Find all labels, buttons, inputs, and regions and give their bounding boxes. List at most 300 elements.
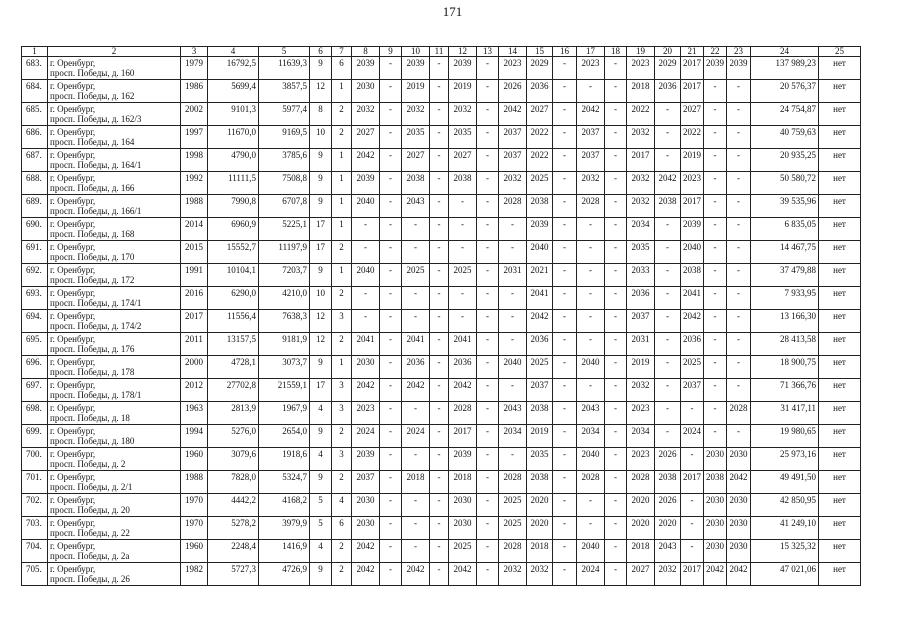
table-cell: - bbox=[380, 494, 402, 517]
table-cell: - bbox=[477, 517, 499, 540]
table-cell: 2027 bbox=[627, 563, 655, 586]
table-cell: 2 bbox=[332, 540, 352, 563]
address-line: просп. Победы, д. 22 bbox=[50, 528, 130, 538]
table-cell: 2026 bbox=[655, 448, 681, 471]
row-number-cell: 699. bbox=[22, 425, 48, 448]
table-cell: 2038 bbox=[681, 264, 704, 287]
row-number-cell: 688. bbox=[22, 172, 48, 195]
table-cell: - bbox=[655, 287, 681, 310]
table-cell: 1 bbox=[332, 218, 352, 241]
table-cell: - bbox=[553, 517, 577, 540]
table-cell: - bbox=[477, 494, 499, 517]
table-cell: 2037 bbox=[352, 471, 380, 494]
table-cell: 2037 bbox=[577, 149, 605, 172]
table-cell: - bbox=[655, 402, 681, 425]
address-line: просп. Победы, д. 162 bbox=[50, 91, 135, 101]
table-cell: 2025 bbox=[499, 517, 527, 540]
table-cell: 2037 bbox=[577, 126, 605, 149]
table-cell: - bbox=[499, 218, 527, 241]
numeric-cell: 7828,0 bbox=[208, 471, 259, 494]
table-cell: 2 bbox=[332, 471, 352, 494]
table-cell: - bbox=[553, 149, 577, 172]
table-cell: - bbox=[380, 103, 402, 126]
table-cell: 2038 bbox=[704, 471, 727, 494]
table-cell: 1970 bbox=[181, 494, 208, 517]
table-cell: - bbox=[553, 287, 577, 310]
table-cell: 3 bbox=[332, 310, 352, 333]
numeric-cell: 71 366,76 bbox=[751, 379, 819, 402]
table-cell: - bbox=[655, 379, 681, 402]
table-row bbox=[22, 425, 861, 448]
table-cell: - bbox=[477, 333, 499, 356]
table-cell: 2028 bbox=[627, 471, 655, 494]
table-cell: 2039 bbox=[727, 57, 751, 80]
table-cell: - bbox=[655, 264, 681, 287]
numeric-cell: 5276,0 bbox=[208, 425, 259, 448]
table-cell: 2040 bbox=[681, 241, 704, 264]
table-cell: 10 bbox=[310, 287, 332, 310]
column-header: 4 bbox=[208, 47, 259, 57]
table-row bbox=[22, 80, 861, 103]
table-cell: 1982 bbox=[181, 563, 208, 586]
table-cell: - bbox=[577, 333, 605, 356]
table-cell: 2028 bbox=[727, 402, 751, 425]
table-cell: 2030 bbox=[352, 494, 380, 517]
table-cell: - bbox=[477, 356, 499, 379]
address-cell bbox=[48, 333, 181, 356]
numeric-cell: 7203,7 bbox=[259, 264, 310, 287]
table-cell: 8 bbox=[310, 103, 332, 126]
table-row bbox=[22, 241, 861, 264]
table-cell: - bbox=[477, 540, 499, 563]
table-cell: 1 bbox=[332, 264, 352, 287]
table-cell: 10 bbox=[310, 126, 332, 149]
table-cell: - bbox=[430, 264, 449, 287]
numeric-cell: 4790,0 bbox=[208, 149, 259, 172]
table-cell: - bbox=[577, 517, 605, 540]
table-cell: - bbox=[477, 241, 499, 264]
table-cell: 2035 bbox=[402, 126, 430, 149]
table-cell: 2028 bbox=[577, 471, 605, 494]
table-cell: 2 bbox=[332, 103, 352, 126]
table-cell: 2018 bbox=[627, 540, 655, 563]
table-cell: 2023 bbox=[627, 448, 655, 471]
table-cell: 2040 bbox=[577, 356, 605, 379]
table-cell: 1960 bbox=[181, 540, 208, 563]
table-row bbox=[22, 264, 861, 287]
table-cell: 6 bbox=[332, 517, 352, 540]
table-cell: - bbox=[605, 517, 627, 540]
table-cell: - bbox=[553, 264, 577, 287]
table-cell: 2042 bbox=[577, 103, 605, 126]
numeric-cell: 49 491,50 bbox=[751, 471, 819, 494]
address-cell bbox=[48, 540, 181, 563]
table-cell: 2030 bbox=[704, 494, 727, 517]
table-cell: - bbox=[380, 448, 402, 471]
table-cell: 2028 bbox=[499, 540, 527, 563]
table-cell: 2032 bbox=[527, 563, 553, 586]
table-cell: 2022 bbox=[527, 149, 553, 172]
table-cell: - bbox=[605, 264, 627, 287]
table-cell: 2027 bbox=[449, 149, 477, 172]
table-cell: 2032 bbox=[577, 172, 605, 195]
numeric-cell: 7 933,95 bbox=[751, 287, 819, 310]
table-cell: 2017 bbox=[681, 563, 704, 586]
table-cell: - bbox=[681, 448, 704, 471]
numeric-cell: 4442,2 bbox=[208, 494, 259, 517]
table-cell: 2031 bbox=[499, 264, 527, 287]
numeric-cell: 11556,4 bbox=[208, 310, 259, 333]
table-cell: 2030 bbox=[727, 448, 751, 471]
numeric-cell: 5225,1 bbox=[259, 218, 310, 241]
table-cell: - bbox=[449, 310, 477, 333]
table-cell: - bbox=[477, 425, 499, 448]
table-cell: 2019 bbox=[527, 425, 553, 448]
table-cell: 2017 bbox=[681, 195, 704, 218]
table-cell: 2022 bbox=[527, 126, 553, 149]
numeric-cell: 4210,0 bbox=[259, 287, 310, 310]
table-cell: - bbox=[704, 80, 727, 103]
table-row bbox=[22, 218, 861, 241]
page-number: 171 bbox=[442, 4, 463, 19]
table-cell: 2030 bbox=[727, 494, 751, 517]
address-cell bbox=[48, 563, 181, 586]
table-cell: - bbox=[380, 241, 402, 264]
table-row bbox=[22, 402, 861, 425]
table-cell: 9 bbox=[310, 195, 332, 218]
table-cell: - bbox=[380, 172, 402, 195]
table-cell: 4 bbox=[310, 448, 332, 471]
table-cell: - bbox=[655, 310, 681, 333]
table-cell: - bbox=[704, 149, 727, 172]
table-cell: 2023 bbox=[352, 402, 380, 425]
table-cell: - bbox=[430, 126, 449, 149]
address-line: просп. Победы, д. 164/1 bbox=[50, 160, 142, 170]
column-header: 2 bbox=[48, 47, 181, 57]
table-cell: 2040 bbox=[527, 241, 553, 264]
table-cell: 3 bbox=[332, 448, 352, 471]
table-cell: - bbox=[553, 471, 577, 494]
row-number-cell: 691. bbox=[22, 241, 48, 264]
numeric-cell: 4168,2 bbox=[259, 494, 310, 517]
address-line: просп. Победы, д. 180 bbox=[50, 436, 135, 446]
address-line: просп. Победы, д. 2/1 bbox=[50, 482, 133, 492]
table-cell: 2042 bbox=[655, 172, 681, 195]
table-cell: нет bbox=[819, 103, 861, 126]
table-cell: 9 bbox=[310, 264, 332, 287]
table-cell: - bbox=[553, 563, 577, 586]
table-row bbox=[22, 103, 861, 126]
address-cell bbox=[48, 471, 181, 494]
column-header: 25 bbox=[819, 47, 861, 57]
table-cell: 2030 bbox=[352, 80, 380, 103]
row-number-cell: 683. bbox=[22, 57, 48, 80]
table-cell: 9 bbox=[310, 149, 332, 172]
table-cell: - bbox=[380, 80, 402, 103]
address-cell bbox=[48, 287, 181, 310]
table-cell: 2027 bbox=[402, 149, 430, 172]
table-cell: - bbox=[727, 287, 751, 310]
address-line: г. Оренбург, bbox=[50, 449, 96, 459]
numeric-cell: 13157,5 bbox=[208, 333, 259, 356]
table-cell: - bbox=[605, 448, 627, 471]
address-line: просп. Победы, д. 2а bbox=[50, 551, 130, 561]
table-cell: - bbox=[605, 425, 627, 448]
table-cell: - bbox=[449, 241, 477, 264]
table-cell: 2039 bbox=[352, 57, 380, 80]
table-cell: - bbox=[727, 80, 751, 103]
numeric-cell: 14 467,75 bbox=[751, 241, 819, 264]
table-cell: 2036 bbox=[655, 80, 681, 103]
table-cell: 2038 bbox=[527, 402, 553, 425]
table-cell: - bbox=[380, 540, 402, 563]
address-cell bbox=[48, 241, 181, 264]
address-line: просп. Победы, д. 20 bbox=[50, 505, 130, 515]
table-cell: - bbox=[704, 356, 727, 379]
table-cell: - bbox=[499, 333, 527, 356]
address-line: просп. Победы, д. 162/3 bbox=[50, 114, 142, 124]
table-cell: - bbox=[681, 402, 704, 425]
table-cell: - bbox=[655, 356, 681, 379]
table-cell: - bbox=[704, 195, 727, 218]
table-cell: - bbox=[704, 287, 727, 310]
table-cell: - bbox=[477, 126, 499, 149]
table-cell: - bbox=[380, 149, 402, 172]
table-cell: - bbox=[655, 333, 681, 356]
numeric-cell: 9181,9 bbox=[259, 333, 310, 356]
table-row bbox=[22, 126, 861, 149]
table-cell: 2020 bbox=[527, 494, 553, 517]
table-cell: 2034 bbox=[627, 218, 655, 241]
table-cell: - bbox=[704, 172, 727, 195]
table-cell: 2042 bbox=[352, 540, 380, 563]
table-cell: нет bbox=[819, 471, 861, 494]
address-line: г. Оренбург, bbox=[50, 311, 96, 321]
numeric-cell: 27702,8 bbox=[208, 379, 259, 402]
numeric-cell: 3785,6 bbox=[259, 149, 310, 172]
table-cell: - bbox=[577, 218, 605, 241]
table-cell: 17 bbox=[310, 218, 332, 241]
numeric-cell: 9101,3 bbox=[208, 103, 259, 126]
numeric-cell: 11197,9 bbox=[259, 241, 310, 264]
address-line: г. Оренбург, bbox=[50, 58, 96, 68]
table-cell: 2 bbox=[332, 287, 352, 310]
table-cell: 1 bbox=[332, 356, 352, 379]
table-cell: 2034 bbox=[627, 425, 655, 448]
table-row bbox=[22, 57, 861, 80]
table-cell: - bbox=[577, 494, 605, 517]
numeric-cell: 10104,1 bbox=[208, 264, 259, 287]
column-header: 20 bbox=[655, 47, 681, 57]
table-cell: - bbox=[380, 563, 402, 586]
table-cell: - bbox=[727, 149, 751, 172]
address-cell bbox=[48, 172, 181, 195]
table-cell: 1988 bbox=[181, 195, 208, 218]
table-cell: 2036 bbox=[402, 356, 430, 379]
address-line: г. Оренбург, bbox=[50, 104, 96, 114]
table-cell: 2039 bbox=[402, 57, 430, 80]
table-cell: - bbox=[477, 103, 499, 126]
numeric-cell: 9169,5 bbox=[259, 126, 310, 149]
table-cell: - bbox=[380, 310, 402, 333]
table-cell: - bbox=[499, 287, 527, 310]
table-cell: 6 bbox=[332, 57, 352, 80]
table-cell: 2036 bbox=[527, 80, 553, 103]
table-cell: нет bbox=[819, 195, 861, 218]
table-cell: 2025 bbox=[449, 540, 477, 563]
table-cell: - bbox=[553, 402, 577, 425]
numeric-cell: 6290,0 bbox=[208, 287, 259, 310]
address-line: просп. Победы, д. 168 bbox=[50, 229, 135, 239]
table-cell: - bbox=[577, 379, 605, 402]
table-row bbox=[22, 310, 861, 333]
table-cell: - bbox=[681, 540, 704, 563]
numeric-cell: 42 850,95 bbox=[751, 494, 819, 517]
column-header: 18 bbox=[605, 47, 627, 57]
table-cell: 1988 bbox=[181, 471, 208, 494]
table-cell: 2034 bbox=[577, 425, 605, 448]
table-cell: - bbox=[704, 333, 727, 356]
table-cell: 2041 bbox=[527, 287, 553, 310]
table-cell: - bbox=[704, 241, 727, 264]
table-cell: 2017 bbox=[181, 310, 208, 333]
table-cell: - bbox=[430, 310, 449, 333]
table-cell: 2043 bbox=[402, 195, 430, 218]
address-line: г. Оренбург, bbox=[50, 403, 96, 413]
table-cell: 2030 bbox=[704, 540, 727, 563]
table-cell: нет bbox=[819, 218, 861, 241]
table-cell: 2027 bbox=[352, 126, 380, 149]
table-cell: - bbox=[553, 195, 577, 218]
table-cell: 2040 bbox=[352, 195, 380, 218]
table-cell: 9 bbox=[310, 563, 332, 586]
table-cell: - bbox=[553, 172, 577, 195]
address-line: просп. Победы, д. 178 bbox=[50, 367, 135, 377]
table-cell: - bbox=[402, 218, 430, 241]
table-cell: 2016 bbox=[181, 287, 208, 310]
table-cell: нет bbox=[819, 287, 861, 310]
table-cell: - bbox=[605, 103, 627, 126]
table-cell: - bbox=[655, 425, 681, 448]
table-cell: - bbox=[430, 172, 449, 195]
table-cell: 9 bbox=[310, 356, 332, 379]
table-cell: нет bbox=[819, 333, 861, 356]
table-cell: - bbox=[477, 172, 499, 195]
table-cell: 2025 bbox=[681, 356, 704, 379]
row-number-cell: 697. bbox=[22, 379, 48, 402]
address-line: г. Оренбург, bbox=[50, 265, 96, 275]
table-cell: 2024 bbox=[352, 425, 380, 448]
table-cell: 2026 bbox=[499, 80, 527, 103]
table-cell: - bbox=[553, 540, 577, 563]
numeric-cell: 1967,9 bbox=[259, 402, 310, 425]
row-number-cell: 684. bbox=[22, 80, 48, 103]
table-cell: нет bbox=[819, 425, 861, 448]
table-cell: 2042 bbox=[727, 471, 751, 494]
address-line: г. Оренбург, bbox=[50, 380, 96, 390]
table-cell: 2032 bbox=[402, 103, 430, 126]
table-cell: - bbox=[402, 241, 430, 264]
numeric-cell: 5977,4 bbox=[259, 103, 310, 126]
table-cell: 5 bbox=[310, 517, 332, 540]
address-line: просп. Победы, д. 26 bbox=[50, 574, 130, 584]
table-cell: 2036 bbox=[527, 333, 553, 356]
table-cell: - bbox=[727, 333, 751, 356]
table-cell: - bbox=[727, 425, 751, 448]
numeric-cell: 5278,2 bbox=[208, 517, 259, 540]
table-cell: 2018 bbox=[402, 471, 430, 494]
column-header: 21 bbox=[681, 47, 704, 57]
table-cell: 2023 bbox=[627, 57, 655, 80]
table-cell: 9 bbox=[310, 57, 332, 80]
numeric-cell: 37 479,88 bbox=[751, 264, 819, 287]
table-cell: - bbox=[553, 57, 577, 80]
column-header: 1 bbox=[22, 47, 48, 57]
table-cell: 2032 bbox=[449, 103, 477, 126]
numeric-cell: 31 417,11 bbox=[751, 402, 819, 425]
table-cell: 2002 bbox=[181, 103, 208, 126]
table-cell: 2000 bbox=[181, 356, 208, 379]
table-cell: - bbox=[499, 448, 527, 471]
table-cell: нет bbox=[819, 264, 861, 287]
numeric-cell: 5699,4 bbox=[208, 80, 259, 103]
table-cell: - bbox=[553, 448, 577, 471]
table-cell: - bbox=[727, 356, 751, 379]
table-cell: - bbox=[477, 149, 499, 172]
table-cell: 2032 bbox=[655, 563, 681, 586]
table-cell: - bbox=[380, 264, 402, 287]
table-cell: - bbox=[553, 425, 577, 448]
table-cell: - bbox=[402, 517, 430, 540]
address-cell bbox=[48, 494, 181, 517]
table-cell: 2019 bbox=[681, 149, 704, 172]
row-number-cell: 686. bbox=[22, 126, 48, 149]
table-cell: - bbox=[605, 218, 627, 241]
table-cell: - bbox=[577, 310, 605, 333]
table-cell: - bbox=[352, 310, 380, 333]
table-cell: 2042 bbox=[449, 379, 477, 402]
table-cell: 2017 bbox=[681, 471, 704, 494]
table-cell: - bbox=[499, 241, 527, 264]
table-cell: - bbox=[380, 57, 402, 80]
table-cell: - bbox=[430, 471, 449, 494]
table-cell: - bbox=[605, 494, 627, 517]
address-line: г. Оренбург, bbox=[50, 472, 96, 482]
table-cell: 2025 bbox=[527, 172, 553, 195]
table-cell: 2039 bbox=[352, 172, 380, 195]
table-cell: 2043 bbox=[499, 402, 527, 425]
row-number-cell: 698. bbox=[22, 402, 48, 425]
column-number-header-row bbox=[22, 47, 861, 57]
row-number-cell: 692. bbox=[22, 264, 48, 287]
table-cell: 2035 bbox=[449, 126, 477, 149]
column-header: 5 bbox=[259, 47, 310, 57]
table-cell: 2038 bbox=[402, 172, 430, 195]
numeric-cell: 15552,7 bbox=[208, 241, 259, 264]
address-line: г. Оренбург, bbox=[50, 518, 96, 528]
table-cell: 2040 bbox=[577, 540, 605, 563]
table-cell: 1970 bbox=[181, 517, 208, 540]
table-cell: 2041 bbox=[402, 333, 430, 356]
address-line: г. Оренбург, bbox=[50, 357, 96, 367]
numeric-cell: 13 166,30 bbox=[751, 310, 819, 333]
numeric-cell: 5727,3 bbox=[208, 563, 259, 586]
row-number-cell: 689. bbox=[22, 195, 48, 218]
table-cell: 2039 bbox=[527, 218, 553, 241]
table-cell: 12 bbox=[310, 80, 332, 103]
row-number-cell: 702. bbox=[22, 494, 48, 517]
table-cell: 2026 bbox=[655, 494, 681, 517]
